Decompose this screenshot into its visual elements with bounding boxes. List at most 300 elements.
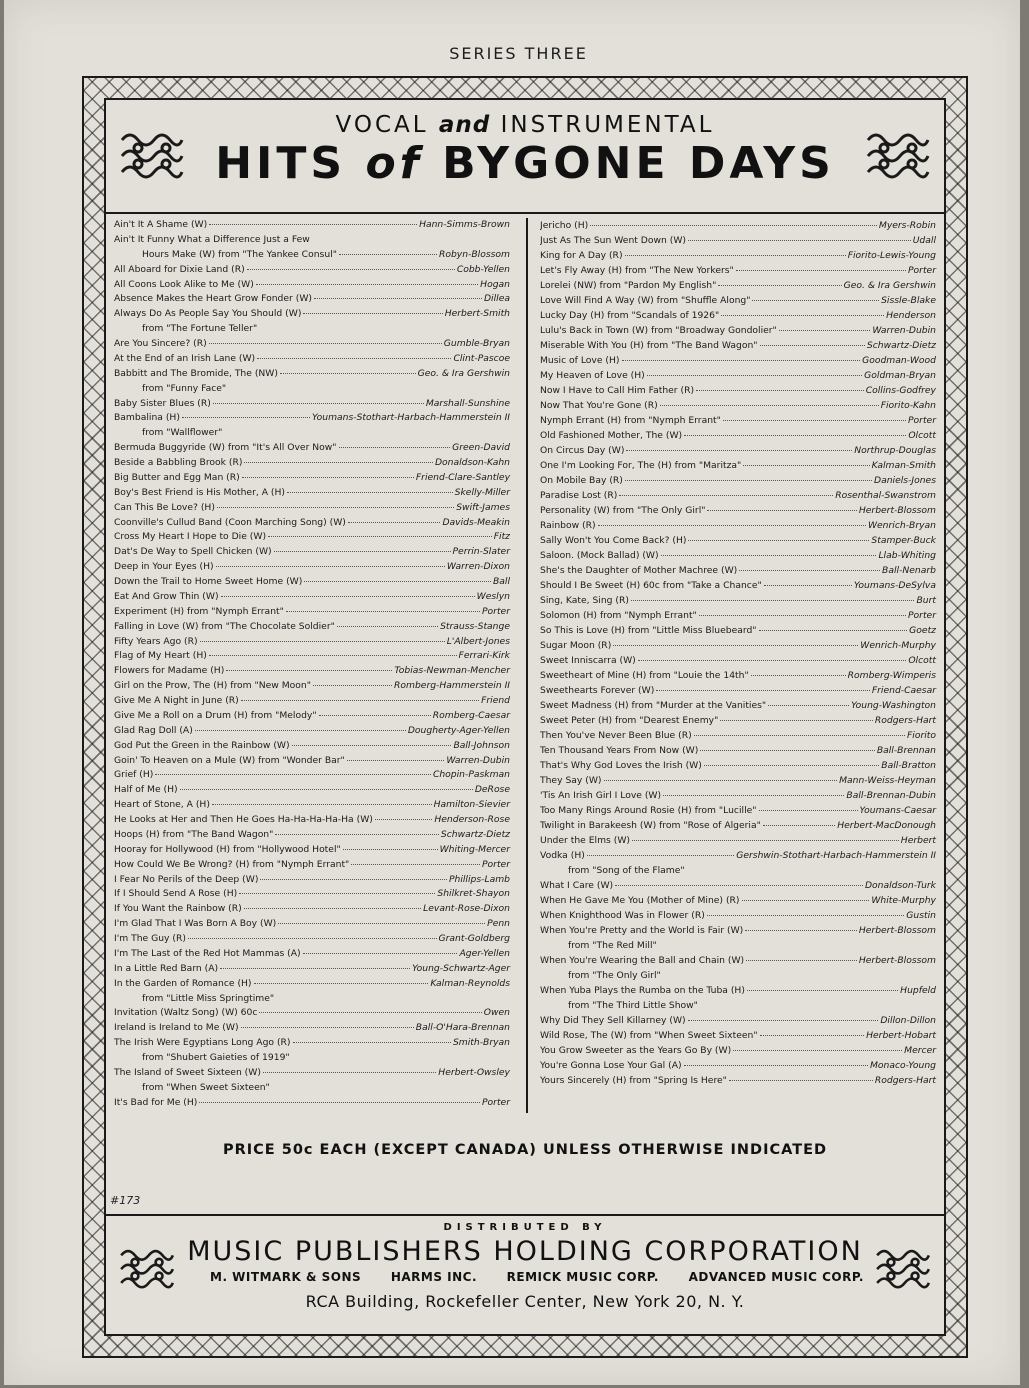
song-title: Sweet Madness (H) from "Murder at the Vanities": [540, 700, 767, 711]
subsidiary: REMICK MUSIC CORP.: [506, 1270, 659, 1284]
list-item: [106, 605, 518, 620]
list-item: [532, 623, 944, 638]
song-title: Give Me A Night in June (R): [114, 695, 239, 706]
list-item: [106, 962, 518, 977]
list-item: [532, 848, 944, 863]
composer: Gershwin-Stothart-Harbach-Hammerstein II: [736, 850, 936, 861]
composer: Olcott: [908, 655, 936, 666]
composer: Warren-Dixon: [446, 561, 510, 573]
list-item: [532, 263, 944, 278]
leader-dots: [763, 825, 835, 826]
list-item: [532, 278, 944, 293]
leader-dots: [244, 462, 432, 463]
song-title: Love Will Find A Way (W) from "Shuffle Along": [540, 295, 751, 306]
leader-dots: [278, 923, 485, 924]
leader-dots: [631, 600, 915, 601]
leader-dots: [239, 893, 435, 894]
leader-dots: [760, 1035, 865, 1036]
song-title: Sweet Inniscarra (W): [540, 655, 636, 666]
list-item: [106, 292, 518, 307]
list-item: [532, 293, 944, 308]
list-item: [106, 560, 518, 575]
leader-dots: [339, 254, 437, 255]
composer: Schwartz-Dietz: [440, 828, 510, 840]
leader-dots: [768, 705, 849, 706]
leader-dots: [684, 1065, 868, 1066]
leader-dots: [217, 507, 454, 508]
subsidiary: ADVANCED MUSIC CORP.: [688, 1270, 864, 1284]
song-title: Girl on the Prow, The (H) from "New Moon": [114, 680, 311, 692]
leader-dots: [199, 1102, 480, 1103]
list-item-subline: from "Little Miss Springtime": [142, 992, 275, 1004]
composer: Henderson: [886, 310, 936, 321]
composer: Geo. & Ira Gershwin: [843, 280, 936, 291]
list-item: [106, 233, 518, 248]
song-title: I'm Glad That I Was Born A Boy (W): [114, 918, 277, 930]
leader-dots: [274, 551, 451, 552]
song-title: Heart of Stone, A (H): [114, 799, 210, 811]
list-item: [532, 833, 944, 848]
list-item: [106, 501, 518, 516]
leader-dots: [688, 540, 869, 541]
song-title: Hoops (H) from "The Band Wagon": [114, 828, 274, 840]
address: RCA Building, Rockefeller Center, New York 20, N. Y.: [305, 1292, 745, 1311]
leader-dots: [319, 715, 431, 716]
composer: Hupfeld: [900, 985, 936, 996]
list-item: [532, 713, 944, 728]
list-item-subline: from "The Fortune Teller": [142, 323, 258, 335]
song-title: Sing, Kate, Sing (R): [540, 595, 629, 606]
leader-dots: [622, 360, 861, 361]
song-title: When Knighthood Was in Flower (R): [540, 910, 705, 921]
list-item: [106, 798, 518, 813]
song-title: Too Many Rings Around Rosie (H) from "Lucille": [540, 805, 757, 816]
list-item: [532, 758, 944, 773]
composer: Cobb-Yellen: [456, 263, 510, 275]
song-title: Ten Thousand Years From Now (W): [540, 745, 699, 756]
leader-dots: [286, 611, 480, 612]
price-note: PRICE 50c EACH (EXCEPT CANADA) UNLESS OTHERWISE INDICATED: [222, 1142, 828, 1158]
composer: Kalman-Smith: [871, 460, 936, 471]
list-item: [106, 664, 518, 679]
song-title: Falling in Love (W) from "The Chocolate Soldier": [114, 620, 335, 632]
leader-dots: [195, 730, 406, 731]
leader-dots: [221, 596, 475, 597]
song-title: When You're Wearing the Ball and Chain (W): [540, 955, 745, 966]
song-title: You Grow Sweeter as the Years Go By (W): [540, 1045, 732, 1056]
composer: Owen: [483, 1007, 510, 1019]
list-item: [532, 413, 944, 428]
leader-dots: [707, 510, 856, 511]
list-item: [532, 458, 944, 473]
leader-dots: [587, 855, 734, 856]
leader-dots: [759, 630, 908, 631]
composer: Herbert-Smith: [444, 308, 510, 320]
list-item: [532, 473, 944, 488]
composer: Porter: [908, 415, 936, 426]
subtitle: VOCAL and INSTRUMENTAL: [335, 112, 715, 138]
song-title: Lucky Day (H) from "Scandals of 1926": [540, 310, 720, 321]
list-item: [106, 1036, 518, 1051]
list-item: [532, 638, 944, 653]
leader-dots: [209, 224, 417, 225]
composer: Kalman-Reynolds: [430, 977, 510, 989]
song-title: Wild Rose, The (W) from "When Sweet Sixteen": [540, 1030, 758, 1041]
leader-dots: [339, 447, 451, 448]
list-item-subline: from "When Sweet Sixteen": [142, 1081, 270, 1093]
song-title: She's the Daughter of Mother Machree (W): [540, 565, 738, 576]
leader-dots: [743, 465, 869, 466]
list-item: [532, 728, 944, 743]
list-item: [532, 1043, 944, 1058]
song-title: It's Bad for Me (H): [114, 1096, 198, 1108]
leader-dots: [723, 420, 906, 421]
list-item: [532, 683, 944, 698]
composer: Collins-Godfrey: [865, 385, 936, 396]
list-item: [106, 635, 518, 650]
leader-dots: [212, 804, 432, 805]
leader-dots: [721, 315, 884, 316]
leader-dots: [720, 720, 873, 721]
leader-dots: [268, 536, 492, 537]
composer: Donaldson-Kahn: [434, 457, 510, 468]
leader-dots: [247, 269, 455, 270]
leader-dots: [292, 745, 452, 746]
song-title: Bermuda Buggyride (W) from "It's All Over Now": [114, 442, 337, 454]
song-title: They Say (W): [540, 775, 602, 786]
leader-dots: [260, 879, 447, 880]
composer: Davids-Meakin: [442, 516, 510, 528]
composer: DeRose: [474, 784, 510, 796]
list-item: [106, 828, 518, 843]
composer: Weslyn: [476, 590, 510, 602]
catalog-code: #173: [110, 1194, 141, 1207]
song-title: Under the Elms (W): [540, 835, 630, 846]
leader-dots: [632, 840, 899, 841]
composer: Wenrich-Murphy: [860, 640, 936, 651]
list-item: [106, 516, 518, 531]
list-item: [532, 1073, 944, 1088]
leader-dots: [613, 645, 858, 646]
composer: Wenrich-Bryan: [867, 520, 936, 531]
song-title: Down the Trail to Home Sweet Home (W): [114, 576, 303, 587]
leader-dots: [656, 690, 870, 691]
song-title: Deep in Your Eyes (H): [114, 561, 214, 573]
list-item: [106, 917, 518, 932]
list-item: [532, 518, 944, 533]
leader-dots: [704, 765, 879, 766]
composer: Henderson-Rose: [434, 814, 510, 825]
composer: Robyn-Blossom: [438, 248, 510, 260]
composer: Herbert-Blossom: [858, 955, 936, 966]
song-title: Personality (W) from "The Only Girl": [540, 505, 706, 516]
composer: Goetz: [909, 625, 936, 636]
song-title: Flowers for Madame (H): [114, 665, 225, 677]
song-title: Can This Be Love? (H): [114, 501, 215, 513]
leader-dots: [241, 1027, 414, 1028]
composer: Dillea: [483, 293, 510, 305]
composer: Herbert-Blossom: [858, 925, 936, 936]
leader-dots: [337, 626, 438, 627]
composer: Friend-Clare-Santley: [415, 471, 510, 483]
list-item: [106, 902, 518, 917]
composer: Herbert-Blossom: [858, 505, 936, 516]
list-item: [532, 608, 944, 623]
song-title: On Mobile Bay (R): [540, 475, 623, 486]
composer: Grant-Goldberg: [438, 933, 510, 944]
list-item: [532, 773, 944, 788]
song-title: Solomon (H) from "Nymph Errant": [540, 610, 697, 621]
song-title: Lulu's Back in Town (W) from "Broadway Gondolier": [540, 325, 777, 336]
composer: Youmans-DeSylva: [853, 580, 936, 591]
list-item: [106, 367, 518, 382]
leader-dots: [280, 373, 416, 374]
list-item: [532, 548, 944, 563]
list-item: [106, 411, 518, 426]
song-title: Paradise Lost (R): [540, 490, 618, 501]
song-title: Absence Makes the Heart Grow Fonder (W): [114, 293, 312, 305]
song-title: You're Gonna Lose Your Gal (A): [540, 1060, 682, 1071]
song-title: That's Why God Loves the Irish (W): [540, 760, 702, 771]
song-title: Sweethearts Forever (W): [540, 685, 655, 696]
list-item: [106, 263, 518, 278]
leader-dots: [259, 1012, 481, 1013]
song-title: My Heaven of Love (H): [540, 370, 645, 381]
leader-dots: [351, 864, 480, 865]
list-item: [106, 575, 518, 590]
composer: Porter: [908, 610, 936, 621]
list-item-subline: from "Wallflower": [142, 427, 223, 439]
composer: Romberg-Hammerstein II: [394, 680, 510, 692]
list-item: [106, 218, 518, 233]
composer: Youmans-Caesar: [859, 805, 936, 816]
leader-dots: [220, 968, 410, 969]
composer: Romberg-Caesar: [432, 709, 510, 721]
composer: Fitz: [493, 531, 510, 543]
list-item: [532, 923, 944, 938]
composer: Porter: [908, 265, 936, 276]
composer: Porter: [482, 605, 510, 617]
list-item: [106, 441, 518, 456]
leader-dots: [752, 300, 879, 301]
composer: Porter: [482, 1096, 510, 1108]
composer: Hamilton-Sievier: [433, 799, 510, 811]
leader-dots: [155, 774, 431, 775]
list-item: [532, 353, 944, 368]
list-item: [106, 709, 518, 724]
list-item-subline: from "The Red Mill": [568, 940, 657, 951]
song-title: Always Do As People Say You Should (W): [114, 308, 302, 320]
song-title: When You're Pretty and the World is Fair (W): [540, 925, 744, 936]
song-title: If You Want the Rainbow (R): [114, 903, 242, 915]
leader-dots: [287, 492, 453, 493]
leader-dots: [241, 700, 479, 701]
composer: Friend: [481, 695, 510, 706]
list-item: [532, 368, 944, 383]
list-item: [532, 908, 944, 923]
composer: Ball-Johnson: [453, 739, 510, 751]
list-item: [532, 428, 944, 443]
list-item: [106, 724, 518, 739]
list-item: [106, 530, 518, 545]
leader-dots: [347, 760, 445, 761]
header: [106, 100, 944, 214]
composer: Llab-Whiting: [878, 550, 936, 561]
list-item: [532, 1058, 944, 1073]
composer: Ferrari-Kirk: [458, 650, 510, 662]
list-item: [106, 471, 518, 486]
composer: Goldman-Bryan: [864, 370, 936, 381]
composer: Herbert: [900, 835, 936, 846]
list-item: [532, 668, 944, 683]
leader-dots: [304, 581, 491, 582]
song-title: Now I Have to Call Him Father (R): [540, 385, 695, 396]
composer: Friend-Caesar: [871, 685, 936, 696]
leader-dots: [604, 780, 838, 781]
song-title: Sugar Moon (R): [540, 640, 612, 651]
subsidiaries: [210, 1270, 864, 1284]
list-item: [532, 698, 944, 713]
list-item: [532, 563, 944, 578]
list-item: [106, 649, 518, 664]
leader-dots: [625, 480, 872, 481]
composer: Marshall-Sunshine: [425, 397, 510, 409]
list-item: [106, 873, 518, 888]
leader-dots: [729, 1080, 873, 1081]
list-item: [532, 818, 944, 833]
leader-dots: [244, 908, 421, 909]
composer: Rodgers-Hart: [874, 715, 936, 726]
leader-dots: [739, 570, 880, 571]
list-item: [106, 843, 518, 858]
composer: Ball: [492, 576, 510, 587]
composer: L'Albert-Jones: [446, 635, 510, 647]
subsidiary: HARMS INC.: [390, 1270, 478, 1284]
composer: Sissle-Blake: [881, 295, 936, 306]
leader-dots: [684, 435, 906, 436]
leader-dots: [216, 566, 445, 567]
composer: Stamper-Buck: [871, 535, 936, 546]
composer: Ager-Yellen: [459, 947, 510, 959]
list-item-subline: from "Shubert Gaieties of 1919": [142, 1052, 290, 1063]
leader-dots: [718, 285, 841, 286]
leader-dots: [751, 675, 846, 676]
content-panel: [104, 98, 946, 1336]
song-title: Ain't It A Shame (W): [114, 219, 208, 230]
leader-dots: [343, 849, 438, 850]
composer: Schwartz-Dietz: [866, 340, 936, 351]
sheet: [4, 0, 1020, 1385]
song-title: Vodka (H): [540, 850, 585, 861]
composer: Dougherty-Ager-Yellen: [407, 724, 510, 736]
list-item: [106, 739, 518, 754]
song-title: I'm The Last of the Red Hot Mammas (A): [114, 947, 301, 959]
composer: Fiorito: [906, 730, 936, 741]
list-item: [532, 533, 944, 548]
composer: Shilkret-Shayon: [437, 888, 510, 900]
song-title: Dat's De Way to Spell Chicken (W): [114, 546, 272, 558]
composer: Herbert-Owsley: [438, 1066, 510, 1078]
composer: Ball-Brennan: [876, 745, 936, 756]
song-title: In a Little Red Barn (A): [114, 962, 219, 974]
song-title: When He Gave Me You (Mother of Mine) (R): [540, 895, 740, 906]
corporation-name: MUSIC PUBLISHERS HOLDING CORPORATION: [187, 1236, 863, 1267]
song-title: Should I Be Sweet (H) 60c from "Take a Chance": [540, 580, 762, 591]
list-item: [106, 278, 518, 293]
leader-dots: [694, 735, 905, 736]
leader-dots: [688, 1020, 879, 1021]
leader-dots: [615, 885, 863, 886]
composer: Phillips-Lamb: [448, 873, 510, 885]
decorative-border: [82, 76, 968, 1358]
list-item: [106, 768, 518, 783]
list-item: [106, 248, 518, 263]
leader-dots: [707, 915, 904, 916]
list-item-subline: from "The Third Little Show": [568, 1000, 698, 1011]
composer: Chopin-Paskman: [432, 769, 510, 781]
composer: Fiorito-Lewis-Young: [847, 250, 936, 261]
song-title: Now That You're Gone (R): [540, 400, 658, 411]
song-title: How Could We Be Wrong? (H) from "Nymph Errant": [114, 858, 350, 870]
column-divider: [526, 218, 528, 1113]
song-title: Cross My Heart I Hope to Die (W): [114, 531, 267, 543]
composer: Mercer: [904, 1045, 936, 1056]
leader-dots: [661, 555, 877, 556]
composer: Hann-Simms-Brown: [419, 219, 510, 230]
list-item: [532, 398, 944, 413]
leader-dots: [209, 655, 457, 656]
subsidiary: M. WITMARK & SONS: [210, 1270, 362, 1284]
song-title: Boy's Best Friend is His Mother, A (H): [114, 486, 285, 498]
song-title: Invitation (Waltz Song) (W) 60c: [114, 1007, 258, 1019]
composer: Warren-Dubin: [872, 325, 936, 336]
song-title: In the Garden of Romance (H): [114, 977, 252, 989]
leader-dots: [625, 255, 846, 256]
song-title: At the End of an Irish Lane (W): [114, 352, 256, 364]
composer: Rosenthal-Swanstrom: [835, 490, 936, 501]
composer: Romberg-Wimperis: [847, 670, 936, 681]
leader-dots: [226, 670, 392, 671]
leader-dots: [303, 313, 442, 314]
song-title: One I'm Looking For, The (H) from "Maritza": [540, 460, 742, 471]
leader-dots: [760, 345, 865, 346]
composer: Hogan: [480, 278, 510, 290]
list-item: [106, 754, 518, 769]
list-item: [532, 578, 944, 593]
leader-dots: [779, 330, 871, 331]
song-title: When Yuba Plays the Rumba on the Tuba (H): [540, 985, 745, 996]
song-title: Sally Won't You Come Back? (H): [540, 535, 687, 546]
composer: Penn: [487, 918, 510, 930]
song-title: Beside a Babbling Brook (R): [114, 457, 243, 468]
composer: Rodgers-Hart: [874, 1075, 936, 1086]
list-item: [532, 593, 944, 608]
list-item-subline: from "Funny Face": [142, 382, 227, 394]
song-title: Saloon. (Mock Ballad) (W): [540, 550, 659, 561]
leader-dots: [736, 270, 906, 271]
list-item: [532, 878, 944, 893]
list-item: [532, 503, 944, 518]
song-title: Music of Love (H): [540, 355, 620, 366]
list-item: [106, 486, 518, 501]
leader-dots: [745, 930, 857, 931]
song-title: Hours Make (W) from "The Yankee Consul": [142, 248, 337, 260]
song-title: Just As The Sun Went Down (W): [540, 235, 686, 246]
list-item: [532, 953, 944, 968]
song-title: Jericho (H): [540, 220, 589, 231]
list-item: [106, 858, 518, 873]
composer: White-Murphy: [871, 895, 936, 906]
